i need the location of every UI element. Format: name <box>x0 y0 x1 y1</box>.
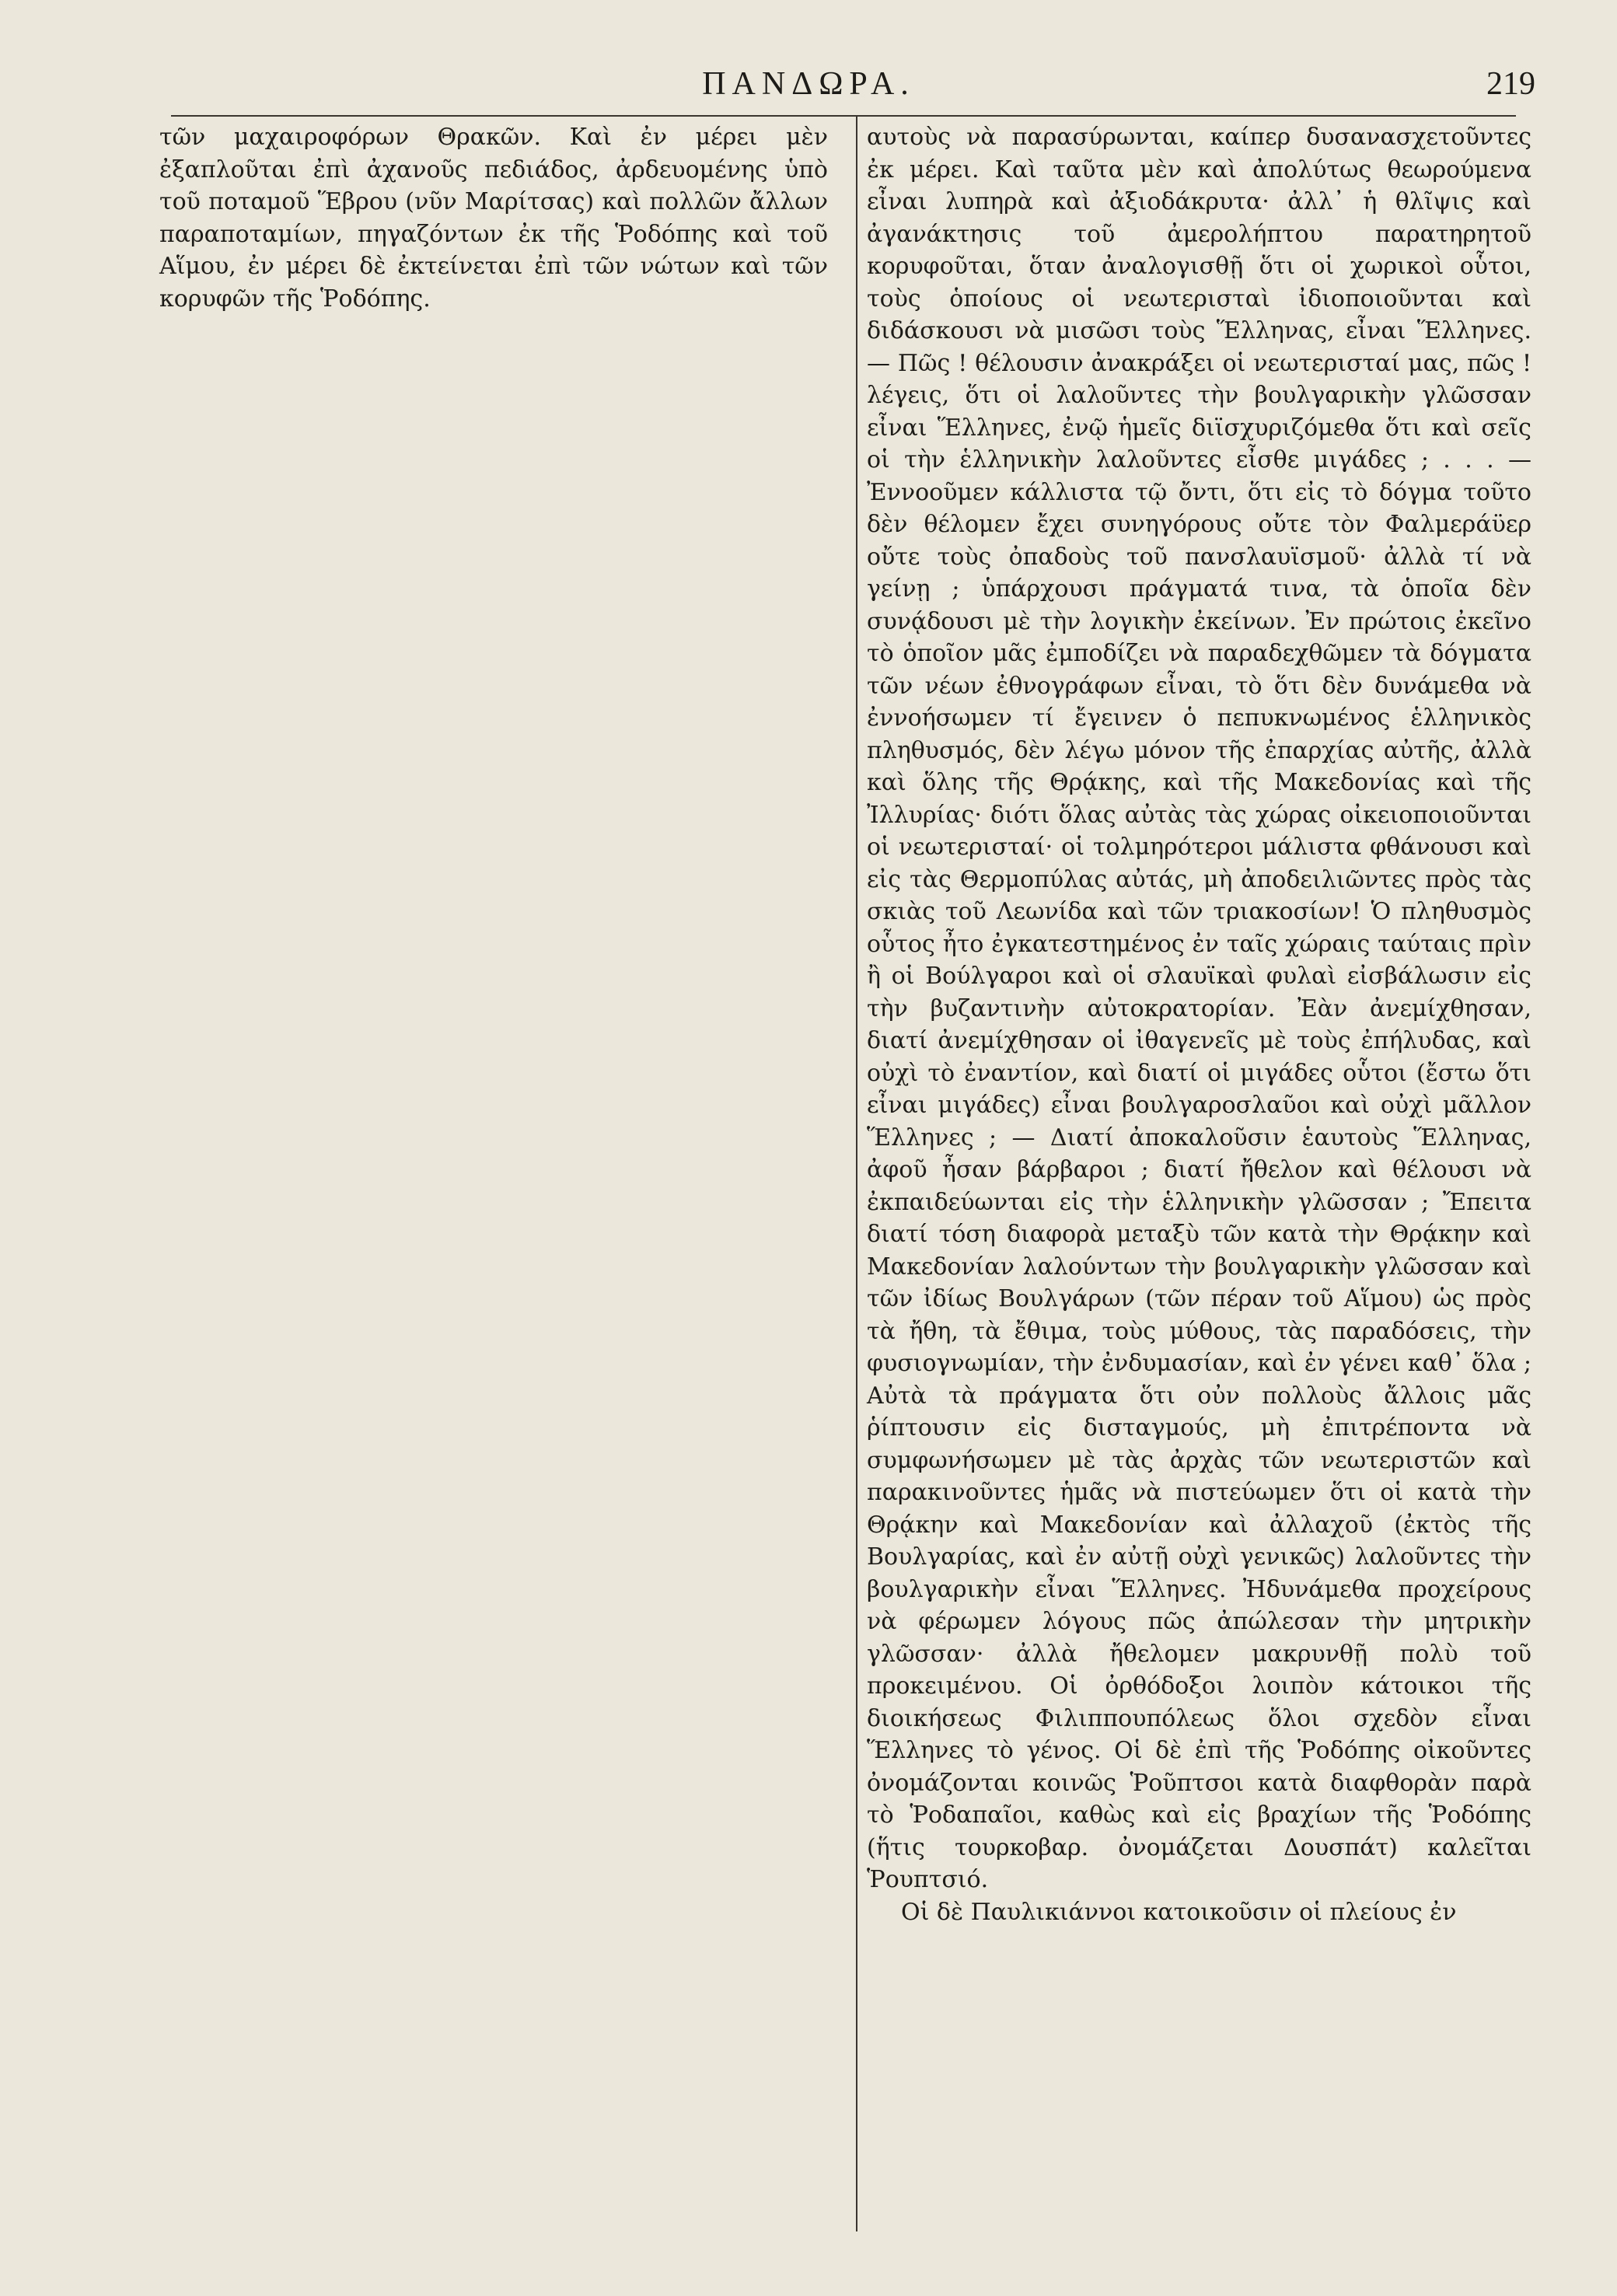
right-paragraph-1: αυτοὺς νὰ παρασύρωνται, καίπερ δυσανασχετοῦντες ἐκ μέρει. Καὶ ταῦτα μὲν καὶ ἀπολύτως θεωρούμενα εἶναι λυπηρὰ καὶ ἀξιοδάκρυτα· ἀλλ᾽ ἡ θλῖψις καὶ ἀγανάκτησις τοῦ ἀμερολήπτου παρατηρητοῦ κορυφοῦται, ὅταν ἀναλογισθῇ ὅτι οἱ χωρικοὶ οὗτοι, τοὺς ὁποίους οἱ νεωτερισταὶ ἰδιοποιοῦνται καὶ διδάσκουσι νὰ μισῶσι τοὺς Ἕλληνας, εἶναι Ἕλληνες. — Πῶς ! θέλουσιν ἀνακράξει οἱ νεωτερισταί μας, πῶς ! λέγεις, ὅτι οἱ λαλοῦντες τὴν βουλγαρικὴν γλῶσσαν εἶναι Ἕλληνες, ἐνῷ ἡμεῖς διϊσχυριζόμεθα ὅτι καὶ σεῖς οἱ τὴν ἑλληνικὴν λαλοῦντες εἶσθε μιγάδες ; . . . — Ἐννοοῦμεν κάλλιστα τῷ ὄντι, ὅτι εἰς τὸ δόγμα τοῦτο δὲν θέλομεν ἔχει συνηγόρους οὔτε τὸν Φαλμεράϋερ οὔτε τοὺς ὀπαδοὺς τοῦ πανσλαυϊσμοῦ· ἀλλὰ τί νὰ γείνῃ ; ὑπάρχουσι πράγματά τινα, τὰ ὁποῖα δὲν συνᾴδουσι μὲ τὴν λογικὴν ἐκείνων. Ἐν πρώτοις ἐκεῖνο τὸ ὁποῖον μᾶς ἐμποδίζει νὰ παραδεχθῶμεν τὰ δόγματα τῶν νέων ἐθνογράφων εἶναι, τὸ ὅτι δὲν δυνάμεθα νὰ ἐννοήσωμεν τί ἔγεινεν ὁ πεπυκνωμένος ἑλληνικὸς πληθυσμός, δὲν λέγω μόνον τῆς ἐπαρχίας αὐτῆς, ἀλλὰ καὶ ὅλης τῆς Θρᾴκης, καὶ τῆς Μακεδονίας καὶ τῆς Ἰλλυρίας· διότι ὅλας αὐτὰς τὰς χώρας οἰκειοποιοῦνται οἱ νεωτερισταί· οἱ τολμηρότεροι μάλιστα φθάνουσι καὶ εἰς τὰς Θερμοπύλας αὐτάς, μὴ ἀποδειλιῶντες πρὸς τὰς σκιὰς τοῦ Λεωνίδα καὶ τῶν τριακοσίων! Ὁ πληθυσμὸς οὗτος ἦτο ἐγκατεστημένος ἐν ταῖς χώραις ταύταις πρὶν ἢ οἱ Βούλγαροι καὶ οἱ σλαυϊκαὶ φυλαὶ εἰσβάλωσιν εἰς τὴν βυζαντινὴν αὐτοκρατορίαν. Ἐὰν ἀνεμίχθησαν, διατί ἀνεμίχθησαν οἱ ἰθαγενεῖς μὲ τοὺς ἐπήλυδας, καὶ οὐχὶ τὸ ἐναντίον, καὶ διατί οἱ μιγάδες οὗτοι (ἔστω ὅτι εἶναι μιγάδες) εἶναι βουλγαροσλαῦοι καὶ οὐχὶ μᾶλλον Ἕλληνες ; — Διατί ἀποκαλοῦσιν ἑαυτοὺς Ἕλληνας, ἀφοῦ ἦσαν βάρβαροι ; διατί ἤθελον καὶ θέλουσι νὰ ἐκπαιδεύωνται εἰς τὴν ἑλληνικὴν γλῶσσαν ; Ἔπειτα διατί τόση διαφορὰ μεταξὺ τῶν κατὰ τὴν Θρᾴκην καὶ Μακεδονίαν λαλούντων τὴν βουλγαρικὴν γλῶσσαν καὶ τῶν ἰδίως Βουλγάρων (τῶν πέραν τοῦ Αἵμου) ὡς πρὸς τὰ ἤθη, τὰ ἔθιμα, τοὺς μύθους, τὰς παραδόσεις, τὴν φυσιογνωμίαν, τὴν ἐνδυμασίαν, καὶ ἐν γένει καθ᾽ ὅλα ; Αὐτὰ τὰ πράγματα ὅτι οὐν πολλοὺς ἄλλοις μᾶς ῥίπτουσιν εἰς δισταγμούς, μὴ ἐπιτρέποντα νὰ συμφωνήσωμεν μὲ τὰς ἀρχὰς τῶν νεωτεριστῶν καὶ παρακινοῦντες ἡμᾶς νὰ πιστεύωμεν ὅτι οἱ κατὰ τὴν Θρᾴκην καὶ Μακεδονίαν καὶ ἀλλαχοῦ (ἐκτὸς τῆς Βουλγαρίας, καὶ ἐν αὐτῇ οὐχὶ γενικῶς) λαλοῦντες τὴν βουλγαρικὴν εἶναι Ἕλληνες. Ἠδυνάμεθα προχείρους νὰ φέρωμεν λόγους πῶς ἀπώλεσαν τὴν μητρικὴν γλῶσσαν· ἀλλὰ ἤθελομεν μακρυνθῇ πολὺ τοῦ προκειμένου. Οἱ ὀρθόδοξοι λοιπὸν κάτοικοι τῆς διοικήσεως Φιλιππουπόλεως ὅλοι σχεδὸν εἶναι Ἕλληνες τὸ γένος. Οἱ δὲ ἐπὶ τῆς Ῥοδόπης οἰκοῦντες ὀνομάζονται κοινῶς Ῥοῦπτσοι κατὰ διαφθορὰν παρὰ τὸ Ῥοδαπαῖοι, καθὼς καὶ εἰς βραχίων τῆς Ῥοδόπης (ἥτις τουρκοβαρ. ὀνομάζεται Δουσπάτ) καλεῖται Ῥουπτσιό. <box>867 124 1531 1893</box>
running-title: ΠΑΝΔΩΡΑ. <box>702 66 915 102</box>
column-divider <box>856 117 857 2231</box>
right-column <box>867 121 1531 1928</box>
header-rule <box>171 115 1516 117</box>
left-paragraph-1: τῶν μαχαιροφόρων Θρακῶν. Καὶ ἐν μέρει μὲν ἐξαπλοῦται ἐπὶ ἀχανοῦς πεδιάδος, ἀρδευομένης ὑπὸ τοῦ ποταμοῦ Ἕβρου (νῦν Μαρίτσας) καὶ πολλῶν ἄλλων παραποταμίων, πηγαζόντων ἐκ τῆς Ῥοδόπης καὶ τοῦ Αἵμου, ἐν μέρει δὲ ἐκτείνεται ἐπὶ τῶν νώτων καὶ τῶν κορυφῶν τῆς Ῥοδόπης. <box>159 124 828 313</box>
running-head <box>0 61 1617 107</box>
left-column <box>159 121 828 315</box>
page-number: 219 <box>1486 66 1535 102</box>
right-paragraph-2: Οἱ δὲ Παυλικιάννοι κατοικοῦσιν οἱ πλείους ἐν <box>901 1898 1457 1926</box>
